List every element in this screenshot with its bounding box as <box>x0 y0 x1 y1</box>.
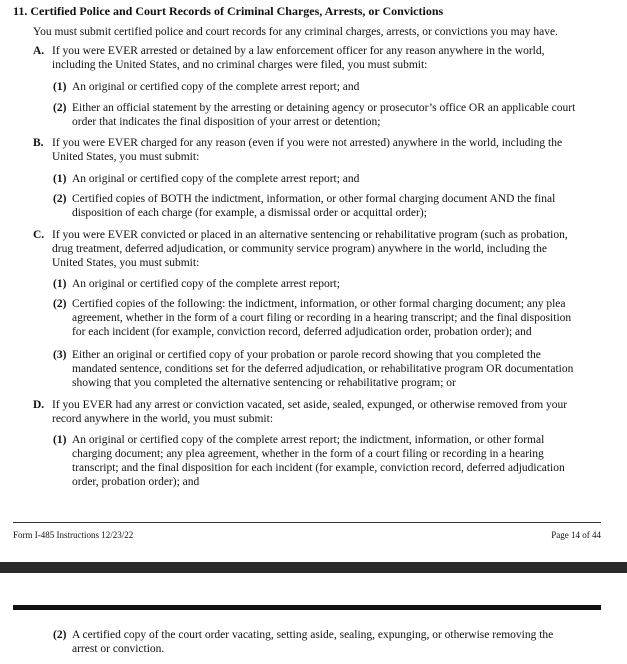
section-d-label: D. <box>33 399 45 411</box>
text-line: record anywhere in the world, you must submit: <box>52 413 274 425</box>
text-line: Certified copies of the following: the indictment, information, or other formal charging document; any plea <box>72 298 566 310</box>
text-line: mandated sentence, conditions set for the deferred adjudication, or rehabilitative program OR documentation <box>72 363 574 375</box>
text-line: Either an original or certified copy of your probation or parole record showing that you completed the <box>72 349 541 361</box>
page-footer <box>13 522 601 553</box>
text-line: United States, you must submit: <box>52 151 200 163</box>
intro-paragraph: You must submit certified police and court records for any criminal charges, arrests, or convictions you may have. <box>33 26 558 38</box>
item-label: (1) <box>53 278 67 290</box>
section-c-label: C. <box>33 229 45 241</box>
text-line: If you were EVER convicted or placed in an alternative sentencing or rehabilitative program (such as probation, <box>52 229 568 241</box>
text-line: transcript; and the final disposition for each incident (for example, conviction record, deferred adjudication <box>72 462 565 474</box>
text-line: Certified copies of BOTH the indictment, information, or other formal charging document AND the final <box>72 193 556 205</box>
text-line: A certified copy of the court order vacating, setting aside, sealing, expunging, or otherwise removing the <box>72 629 554 641</box>
item-label: (1) <box>53 434 67 446</box>
text-line: If you EVER had any arrest or conviction vacated, set aside, sealed, expunged, or otherwise removed from your <box>52 399 568 411</box>
text-line: An original or certified copy of the complete arrest report; <box>72 278 340 290</box>
text-line: order that indicates the final disposition of your arrest or detention; <box>72 116 381 128</box>
page-number: Page 14 of 44 <box>551 530 601 540</box>
section-a-label: A. <box>33 45 45 57</box>
text-line: An original or certified copy of the complete arrest report; and <box>72 173 360 185</box>
item-label: (3) <box>53 349 67 361</box>
text-line: for each incident (for example, conviction record, deferred adjudication order, probation order); and <box>72 326 532 338</box>
text-line: arrest or conviction. <box>72 643 165 655</box>
section-d-text <box>52 398 612 426</box>
page-separator <box>0 562 627 573</box>
text-line: If you were EVER arrested or detained by a law enforcement officer for any reason anywhere in the world, <box>52 45 545 57</box>
text-line: drug treatment, deferred adjudication, or community service program) anywhere in the world, including the <box>52 243 547 255</box>
item-label: (2) <box>53 298 67 310</box>
text-line: agreement, whether in the form of a court filing or recording in a hearing transcript; and the final disposition <box>72 312 572 324</box>
section-a-text <box>52 44 612 72</box>
text-line: showing that you completed the alternative sentencing or rehabilitative program; or <box>72 377 456 389</box>
item-label: (2) <box>53 102 67 114</box>
text-line: An original or certified copy of the complete arrest report; the indictment, information, or other formal <box>72 434 545 446</box>
text-line: disposition of each charge (for example, a dismissal order or acquittal order); <box>72 207 427 219</box>
text-line: order, probation order); and <box>72 476 200 488</box>
text-line: Either an official statement by the arresting or detaining agency or prosecutor’s office OR an applicable court <box>72 102 576 114</box>
text-line: United States, you must submit: <box>52 257 200 269</box>
form-identifier: Form I-485 Instructions 12/23/22 <box>13 530 134 540</box>
section-b-text <box>52 136 612 164</box>
section-b-label: B. <box>33 137 44 149</box>
item-label: (1) <box>53 81 67 93</box>
section-heading: 11. Certified Police and Court Records of Criminal Charges, Arrests, or Convictions <box>13 4 444 18</box>
item-label: (2) <box>53 629 67 641</box>
next-page-top-rule <box>13 605 601 610</box>
section-c-text <box>52 228 612 270</box>
item-label: (2) <box>53 193 67 205</box>
text-line: An original or certified copy of the complete arrest report; and <box>72 81 360 93</box>
page-gap <box>0 573 627 605</box>
text-line: If you were EVER charged for any reason (even if you were not arrested) anywhere in the world, including the <box>52 137 563 149</box>
text-line: including the United States, and no criminal charges were filed, you must submit: <box>52 59 428 71</box>
text-line: charging document; any plea agreement, whether in the form of a court filing or recording in a hearing <box>72 448 544 460</box>
item-label: (1) <box>53 173 67 185</box>
